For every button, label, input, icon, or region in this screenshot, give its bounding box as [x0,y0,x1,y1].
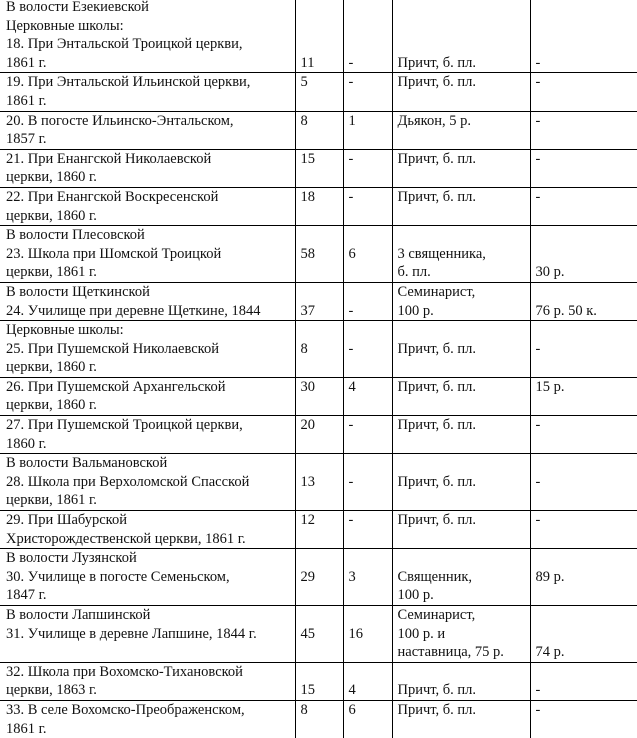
table-row [0,377,637,415]
table-row [0,0,637,73]
school-name-cell [0,454,295,511]
school-name-cell [0,282,295,320]
cell-line: 3 священника, [398,245,528,264]
cell-line: 30 [301,378,341,397]
cell-line: церкви, 1861 г. [6,263,293,282]
cell-line: 100 р. [398,586,528,605]
table-row [0,662,637,700]
cell-line: В волости Лапшинской [6,606,293,625]
funding-cell [530,454,637,511]
cell-line: б. пл. [398,263,528,282]
cell-line [301,226,341,245]
school-name-cell [0,511,295,549]
pupils-boys-cell [295,700,343,738]
cell-line: 3 [349,568,390,587]
cell-line: 15 [301,681,341,700]
table-row [0,149,637,187]
cell-line [536,321,637,340]
cell-line: церкви, 1860 г. [6,168,293,187]
cell-line [301,283,341,302]
pupils-boys-cell [295,549,343,606]
cell-line: - [536,150,637,169]
cell-line: 20 [301,416,341,435]
table-row [0,187,637,225]
school-name-cell [0,416,295,454]
pupils-boys-cell [295,111,343,149]
teacher-cell [392,454,530,511]
cell-line [398,321,528,340]
cell-line: церкви, 1860 г. [6,396,293,415]
pupils-girls-cell [343,226,392,283]
cell-line: 20. В погосте Ильинско-Энтальском, [6,112,293,131]
school-name-cell [0,321,295,378]
cell-line: 32. Школа при Вохомско-Тихановской [6,663,293,682]
pupils-boys-cell [295,377,343,415]
cell-line: Причт, б. пл. [398,511,528,530]
cell-line [536,226,637,245]
cell-line [536,606,637,625]
cell-line [398,454,528,473]
table-row [0,454,637,511]
table-row [0,700,637,738]
cell-line: 5 [301,73,341,92]
cell-line: 26. При Пушемской Архангельской [6,378,293,397]
funding-cell [530,282,637,320]
teacher-cell [392,282,530,320]
school-name-cell [0,149,295,187]
cell-line: 25. При Пушемской Николаевской [6,340,293,359]
funding-cell [530,700,637,738]
cell-line: - [349,416,390,435]
funding-cell [530,226,637,283]
teacher-cell [392,511,530,549]
school-name-cell [0,73,295,111]
pupils-girls-cell [343,662,392,700]
cell-line: В волости Езекиевской [6,0,293,17]
cell-line [349,283,390,302]
pupils-girls-cell [343,700,392,738]
school-name-cell [0,0,295,73]
cell-line: 58 [301,245,341,264]
cell-line: В волости Вальмановской [6,454,293,473]
cell-line: 18. При Энтальской Троицкой церкви, [6,35,293,54]
table-row [0,511,637,549]
school-name-cell [0,187,295,225]
cell-line: 31. Училище в деревне Лапшине, 1844 г. [6,625,293,644]
cell-line [536,245,637,264]
pupils-boys-cell [295,0,343,73]
cell-line: - [349,150,390,169]
cell-line [301,454,341,473]
pupils-boys-cell [295,321,343,378]
cell-line: 12 [301,511,341,530]
cell-line: - [349,73,390,92]
cell-line: 1860 г. [6,435,293,454]
cell-line: 18 [301,188,341,207]
cell-line: 6 [349,245,390,264]
cell-line: церкви, 1860 г. [6,207,293,226]
cell-line: Причт, б. пл. [398,73,528,92]
pupils-girls-cell [343,149,392,187]
cell-line: - [349,340,390,359]
cell-line: 16 [349,625,390,644]
cell-line [301,321,341,340]
pupils-boys-cell [295,187,343,225]
pupils-girls-cell [343,606,392,663]
cell-line: - [349,302,390,321]
cell-line: 15 [301,150,341,169]
cell-line: 89 р. [536,568,637,587]
school-name-cell [0,111,295,149]
pupils-girls-cell [343,416,392,454]
teacher-cell [392,377,530,415]
cell-line: - [536,73,637,92]
cell-line: 76 р. 50 к. [536,302,637,321]
teacher-cell [392,662,530,700]
cell-line: Причт, б. пл. [398,378,528,397]
table-row [0,282,637,320]
teacher-cell [392,321,530,378]
school-name-cell [0,226,295,283]
pupils-boys-cell [295,606,343,663]
funding-cell [530,111,637,149]
teacher-cell [392,416,530,454]
pupils-girls-cell [343,549,392,606]
cell-line: 30. Училище в погосте Семеньском, [6,568,293,587]
cell-line: 4 [349,681,390,700]
pupils-boys-cell [295,454,343,511]
cell-line: - [349,188,390,207]
cell-line: Причт, б. пл. [398,340,528,359]
school-name-cell [0,700,295,738]
cell-line [349,321,390,340]
cell-line: - [349,473,390,492]
funding-cell [530,321,637,378]
funding-cell [530,149,637,187]
cell-line: - [349,511,390,530]
cell-line: 24. Училище при деревне Щеткине, 1844 [6,302,293,321]
cell-line [349,17,390,36]
cell-line [301,606,341,625]
cell-line: Причт, б. пл. [398,473,528,492]
pupils-boys-cell [295,511,343,549]
cell-line: Семинарист, [398,606,528,625]
cell-line: В волости Плесовской [6,226,293,245]
funding-cell [530,662,637,700]
table-row [0,549,637,606]
school-name-cell [0,377,295,415]
cell-line: - [536,473,637,492]
cell-line [349,549,390,568]
pupils-boys-cell [295,73,343,111]
funding-cell [530,511,637,549]
cell-line: церкви, 1863 г. [6,681,293,700]
cell-line: 8 [301,701,341,720]
cell-line: Причт, б. пл. [398,416,528,435]
cell-line: 4 [349,378,390,397]
cell-line [536,283,637,302]
cell-line: Церковные школы: [6,17,293,36]
cell-line: - [349,54,390,73]
funding-cell [530,73,637,111]
cell-line [301,0,341,17]
pupils-girls-cell [343,321,392,378]
teacher-cell [392,549,530,606]
cell-line: - [536,54,637,73]
cell-line: - [536,511,637,530]
cell-line [349,0,390,17]
cell-line [301,549,341,568]
cell-line [398,226,528,245]
cell-line: 1861 г. [6,92,293,111]
teacher-cell [392,606,530,663]
cell-line: Причт, б. пл. [398,150,528,169]
cell-line: - [536,681,637,700]
cell-line: 33. В селе Вохомско-Преображенском, [6,701,293,720]
cell-line: 8 [301,340,341,359]
cell-line: 1861 г. [6,54,293,73]
cell-line: Причт, б. пл. [398,188,528,207]
pupils-girls-cell [343,111,392,149]
cell-line: церкви, 1860 г. [6,358,293,377]
cell-line [349,454,390,473]
cell-line [536,17,637,36]
cell-line: церкви, 1861 г. [6,491,293,510]
cell-line: 29. При Шабурской [6,511,293,530]
teacher-cell [392,0,530,73]
cell-line [398,663,528,682]
pupils-girls-cell [343,282,392,320]
pupils-girls-cell [343,0,392,73]
table-row [0,606,637,663]
cell-line: - [536,188,637,207]
funding-cell [530,0,637,73]
pupils-boys-cell [295,149,343,187]
cell-line: Христорождественской церкви, 1861 г. [6,530,293,549]
cell-line [536,454,637,473]
cell-line: Причт, б. пл. [398,701,528,720]
cell-line [536,663,637,682]
cell-line: Причт, б. пл. [398,681,528,700]
cell-line: - [536,701,637,720]
pupils-girls-cell [343,511,392,549]
pupils-girls-cell [343,73,392,111]
cell-line: 45 [301,625,341,644]
table-row [0,111,637,149]
cell-line: В волости Лузянской [6,549,293,568]
cell-line: 13 [301,473,341,492]
cell-line: - [536,112,637,131]
cell-line [536,0,637,17]
cell-line [536,625,637,644]
cell-line [349,35,390,54]
pupils-boys-cell [295,662,343,700]
cell-line: Церковные школы: [6,321,293,340]
pupils-girls-cell [343,187,392,225]
school-name-cell [0,662,295,700]
cell-line: 21. При Енангской Николаевской [6,150,293,169]
teacher-cell [392,73,530,111]
funding-cell [530,416,637,454]
table-row [0,321,637,378]
cell-line: 29 [301,568,341,587]
cell-line [536,549,637,568]
cell-line [349,226,390,245]
school-name-cell [0,606,295,663]
cell-line: 15 р. [536,378,637,397]
cell-line: В волости Щеткинской [6,283,293,302]
cell-line: 27. При Пушемской Троицкой церкви, [6,416,293,435]
cell-line: 30 р. [536,263,637,282]
teacher-cell [392,226,530,283]
cell-line [398,35,528,54]
cell-line [301,17,341,36]
cell-line [398,17,528,36]
teacher-cell [392,111,530,149]
cell-line: 23. Школа при Шомской Троицкой [6,245,293,264]
cell-line: 100 р. [398,302,528,321]
teacher-cell [392,187,530,225]
cell-line: Семинарист, [398,283,528,302]
cell-line: 1 [349,112,390,131]
cell-line: Дьякон, 5 р. [398,112,528,131]
cell-line: 1847 г. [6,586,293,605]
cell-line: 28. Школа при Верхоломской Спасской [6,473,293,492]
table-row [0,416,637,454]
teacher-cell [392,149,530,187]
funding-cell [530,187,637,225]
cell-line: 100 р. и [398,625,528,644]
cell-line [398,549,528,568]
cell-line [349,606,390,625]
pupils-boys-cell [295,226,343,283]
cell-line: 37 [301,302,341,321]
funding-cell [530,606,637,663]
cell-line [398,0,528,17]
cell-line [536,35,637,54]
cell-line: Священник, [398,568,528,587]
cell-line: 6 [349,701,390,720]
table-row [0,73,637,111]
table-row [0,226,637,283]
cell-line [301,35,341,54]
cell-line: 19. При Энтальской Ильинской церкви, [6,73,293,92]
cell-line [349,663,390,682]
cell-line: 74 р. [536,643,637,662]
school-name-cell [0,549,295,606]
cell-line: - [536,340,637,359]
cell-line: наставница, 75 р. [398,643,528,662]
cell-line: Причт, б. пл. [398,54,528,73]
cell-line: 11 [301,54,341,73]
funding-cell [530,377,637,415]
pupils-boys-cell [295,282,343,320]
cell-line: 8 [301,112,341,131]
cell-line: 1861 г. [6,720,293,738]
cell-line: - [536,416,637,435]
cell-line [301,663,341,682]
pupils-girls-cell [343,377,392,415]
teacher-cell [392,700,530,738]
cell-line: 22. При Енангской Воскресенской [6,188,293,207]
pupils-girls-cell [343,454,392,511]
pupils-boys-cell [295,416,343,454]
cell-line: 1857 г. [6,130,293,149]
funding-cell [530,549,637,606]
